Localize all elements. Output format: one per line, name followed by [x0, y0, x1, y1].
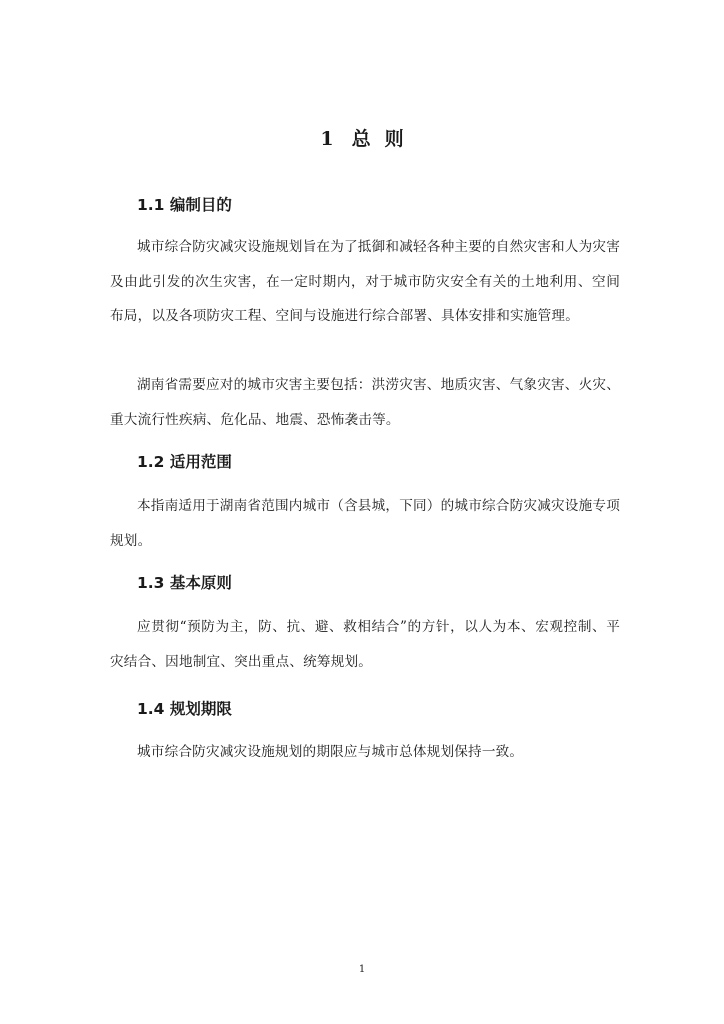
section-heading-1-3: 1.3 基本原则	[137, 574, 232, 592]
paragraph-period: 城市综合防灾减灾设施规划的期限应与城市总体规划保持一致。	[137, 744, 524, 760]
section-heading-1-2: 1.2 适用范围	[137, 453, 232, 471]
paragraph-scope: 本指南适用于湖南省范围内城市（含县城，下同）的城市综合防灾减灾设施专项规划。	[110, 498, 620, 549]
paragraph-disasters: 湖南省需要应对的城市灾害主要包括：洪涝灾害、地质灾害、气象灾害、火灾、重大流行性疾病、危化品、地震、恐怖袭击等。	[110, 377, 620, 428]
page-title	[0, 124, 724, 151]
section-heading-1-4: 1.4 规划期限	[137, 700, 232, 718]
section-heading-1-1: 1.1 编制目的	[137, 196, 232, 214]
chapter-title-char-2: 则	[384, 128, 404, 150]
paragraph-principles: 应贯彻“预防为主，防、抗、避、救相结合”的方针，以人为本、宏观控制、平灾结合、因地制宜、突出重点、统筹规划。	[110, 619, 620, 670]
chapter-title-char-1: 总	[351, 128, 371, 150]
chapter-number: 1	[320, 128, 334, 150]
paragraph-purpose: 城市综合防灾减灾设施规划旨在为了抵御和减轻各种主要的自然灾害和人为灾害及由此引发的次生灾害，在一定时期内，对于城市防灾安全有关的土地利用、空间布局，以及各项防灾工程、空间与设施进行综合部署、具体安排和实施管理。	[110, 239, 620, 324]
page-number: 1	[358, 964, 366, 975]
